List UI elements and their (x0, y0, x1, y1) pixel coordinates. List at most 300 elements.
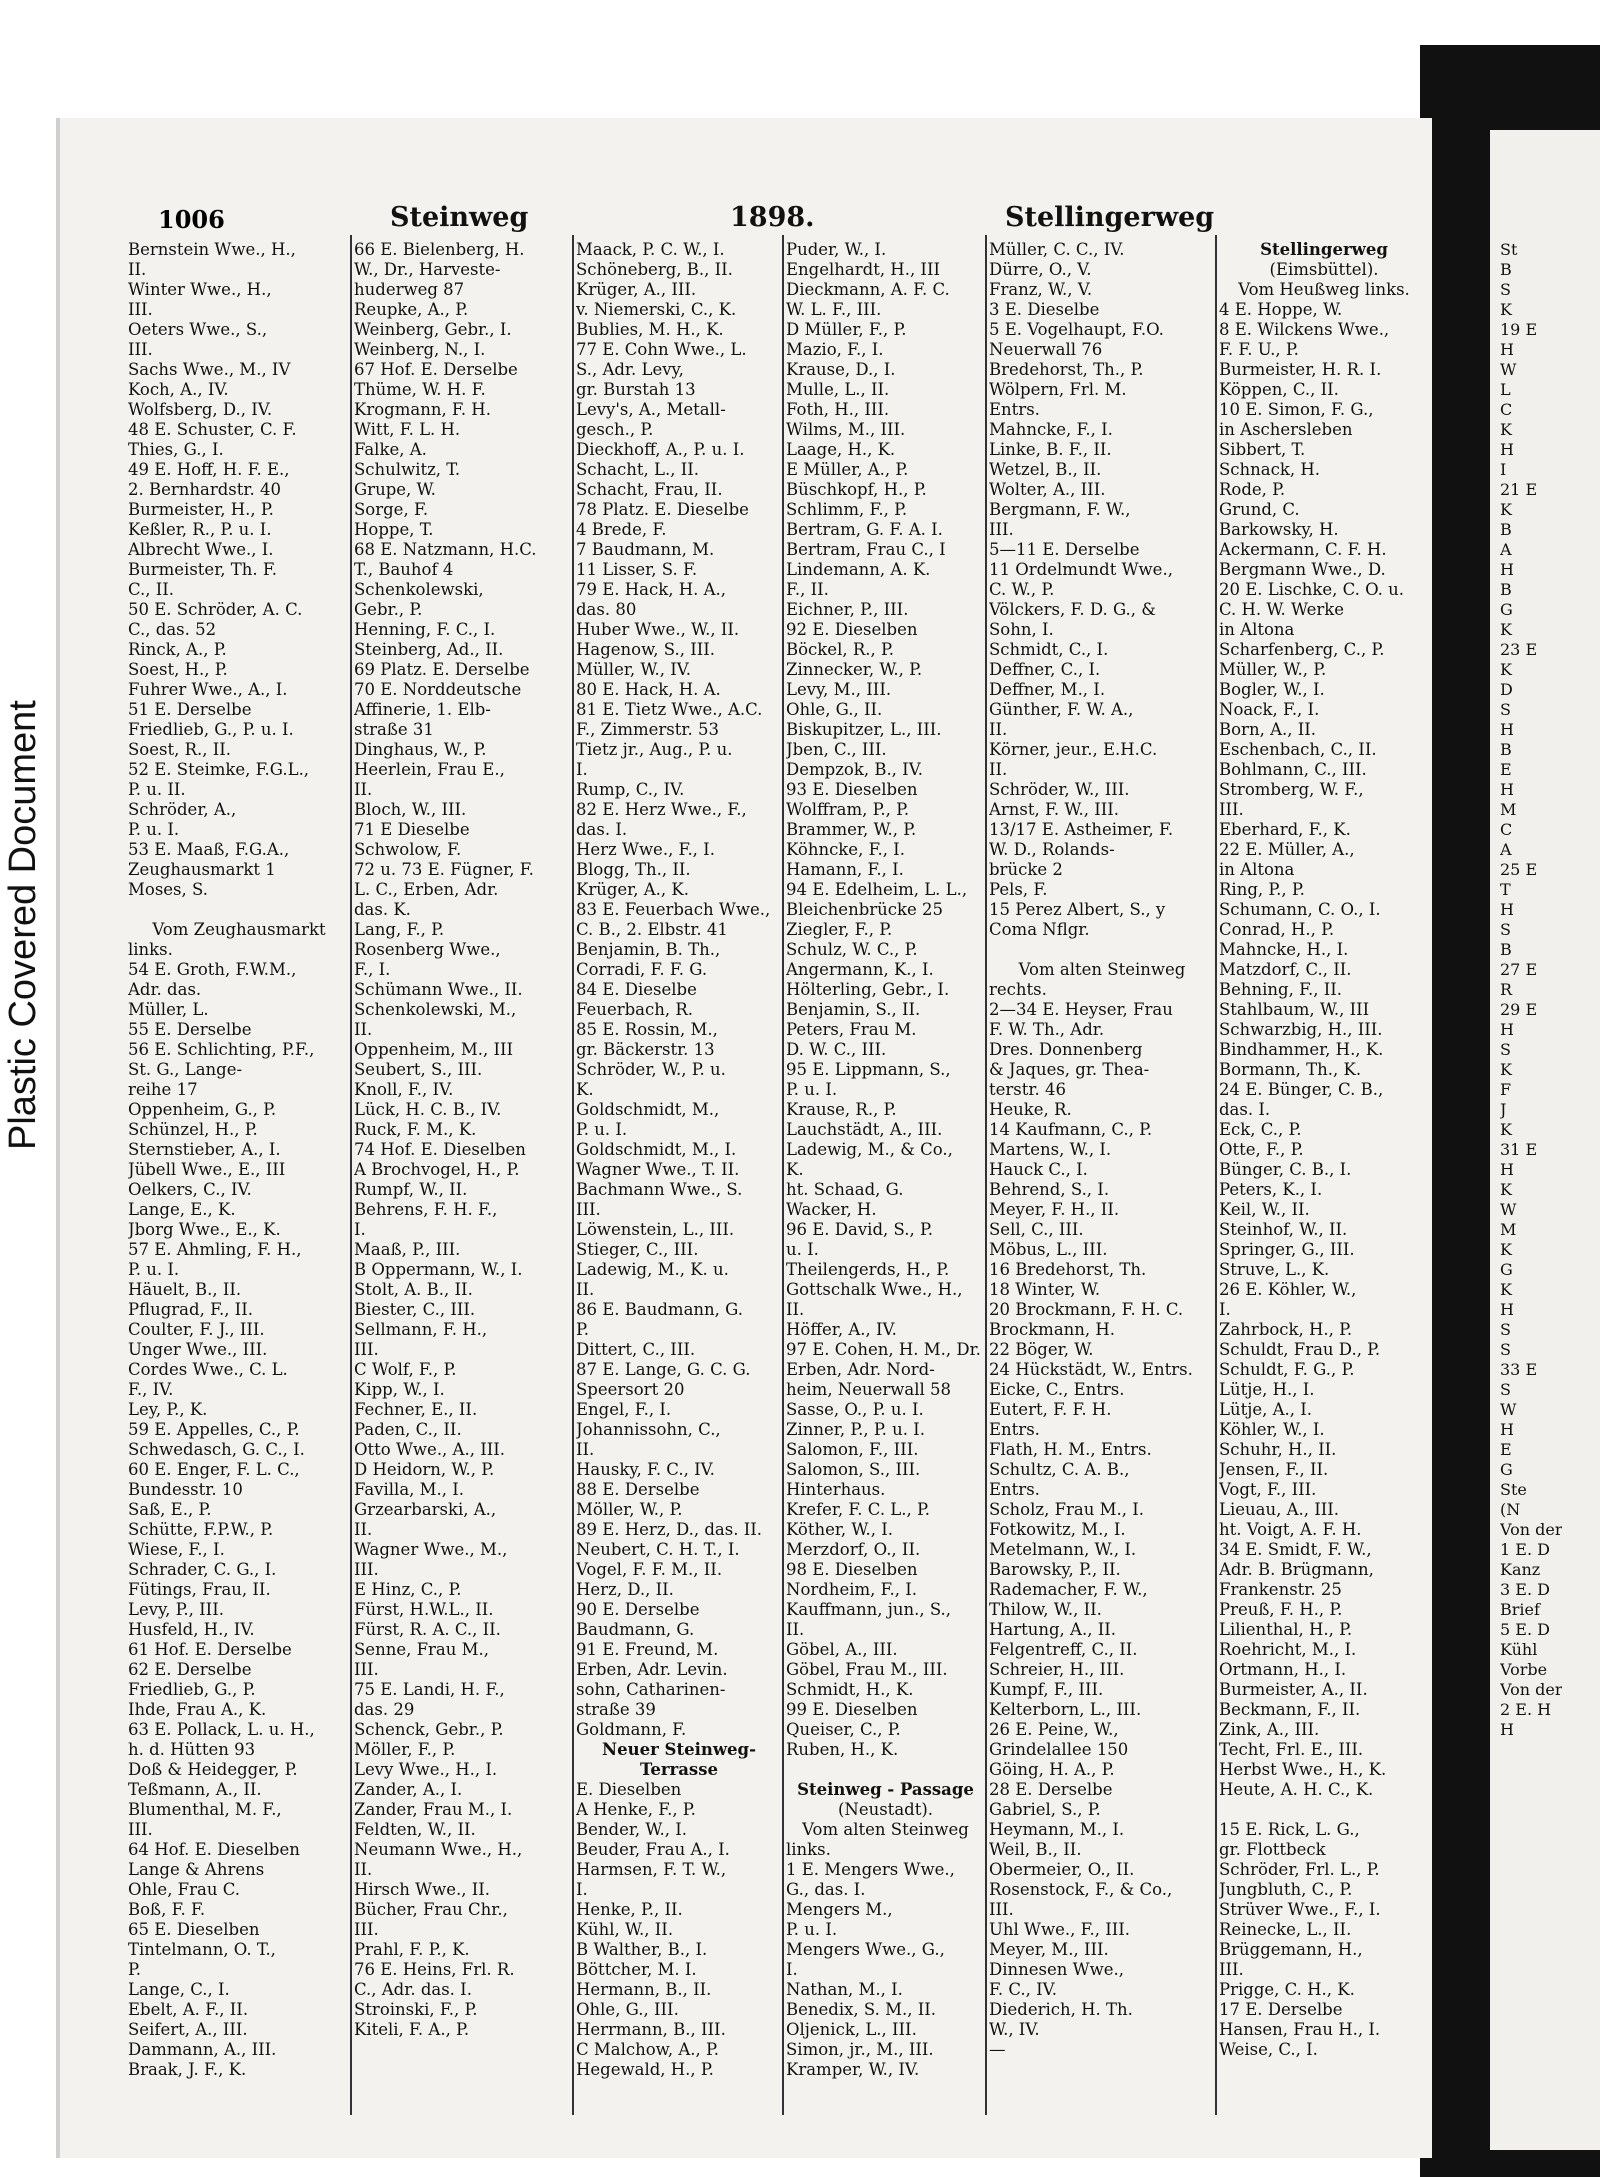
directory-line: Schulwitz, T. (354, 460, 461, 479)
directory-line: Sorge, F. (354, 500, 429, 519)
directory-line: Wetzel, B., II. (989, 460, 1102, 479)
directory-line: C. H. W. Werke (1219, 600, 1344, 619)
next-page-line: S (1500, 1040, 1511, 1059)
directory-line: Soest, H., P. (128, 660, 228, 679)
directory-line: Grupe, W. (354, 480, 436, 499)
directory-line: 16 Bredehorst, Th. (989, 1260, 1147, 1279)
directory-line: Rump, C., IV. (576, 780, 685, 799)
directory-line: Mahncke, H., I. (1219, 940, 1349, 959)
directory-line: Keßler, R., P. u. I. (128, 520, 272, 539)
directory-line: Bertram, G. F. A. I. (786, 520, 943, 539)
directory-line: Schwolow, F. (354, 840, 462, 859)
directory-line: 8 E. Wilckens Wwe., (1219, 320, 1390, 339)
directory-line: Martens, W., I. (989, 1140, 1112, 1159)
directory-line: Wolfsberg, D., IV. (128, 400, 273, 419)
directory-line: Meyer, F. H., II. (989, 1200, 1120, 1219)
directory-line: Neubert, C. H. T., I. (576, 1540, 740, 1559)
directory-line: Zahrbock, H., P. (1219, 1320, 1353, 1339)
directory-line: 49 E. Hoff, H. F. E., (128, 460, 290, 479)
directory-line: Lütje, A., I. (1219, 1400, 1312, 1419)
directory-line: Herz, D., II. (576, 1580, 674, 1599)
directory-line: Bloch, W., III. (354, 800, 467, 819)
directory-line: Grzearbarski, A., (354, 1500, 497, 1519)
directory-line: Seifert, A., III. (128, 2020, 248, 2039)
directory-line: I. (576, 760, 588, 779)
directory-line: Rademacher, F. W., (989, 1580, 1148, 1599)
directory-line: Köther, W., I. (786, 1520, 893, 1539)
directory-line: Höffer, A., IV. (786, 1320, 897, 1339)
directory-line: P. (128, 1960, 142, 1979)
directory-line: L. C., Erben, Adr. (354, 880, 499, 899)
directory-line: 90 E. Derselbe (576, 1600, 700, 1619)
directory-line: 67 Hof. E. Derselbe (354, 360, 518, 379)
directory-line: Ziegler, F., P. (786, 920, 893, 939)
next-page-line: M (1500, 800, 1517, 819)
next-page-line: W (1500, 1400, 1517, 1419)
next-page-line: W (1500, 360, 1517, 379)
directory-column-5 (989, 240, 1215, 2060)
directory-line: C., Adr. das. I. (354, 1980, 472, 1999)
directory-line: Eicke, C., Entrs. (989, 1380, 1125, 1399)
directory-line: Kramper, W., IV. (786, 2060, 920, 2079)
directory-line: Laage, H., K. (786, 440, 896, 459)
directory-line: Bünger, C. B., I. (1219, 1160, 1352, 1179)
next-page-line: 31 E (1500, 1140, 1538, 1159)
directory-line: 99 E. Dieselben (786, 1700, 918, 1719)
directory-line: ht. Schaad, G. (786, 1180, 904, 1199)
directory-line: Ihde, Frau A., K. (128, 1700, 267, 1719)
directory-line: III. (989, 1900, 1014, 1919)
directory-line: Huber Wwe., W., II. (576, 620, 740, 639)
directory-line: 97 E. Cohen, H. M., Dr. (786, 1340, 981, 1359)
directory-line: Schuldt, F. G., P. (1219, 1360, 1355, 1379)
directory-line: Lütje, H., I. (1219, 1380, 1315, 1399)
directory-line: Henke, P., II. (576, 1900, 683, 1919)
next-page-line: J (1500, 1100, 1507, 1119)
directory-line: Göbel, A., III. (786, 1640, 898, 1659)
directory-line: Schuhr, H., II. (1219, 1440, 1337, 1459)
next-page-line: R (1500, 980, 1513, 999)
directory-line: das. 29 (354, 1700, 415, 1719)
right-street-title: Stellingerweg (1005, 202, 1215, 233)
directory-line: F., I. (354, 960, 391, 979)
directory-line: links. (128, 940, 173, 959)
page-header (155, 202, 1415, 242)
directory-line: 85 E. Rossin, M., (576, 1020, 718, 1039)
directory-line: F., IV. (128, 1380, 174, 1399)
directory-line: Dinghaus, W., P. (354, 740, 487, 759)
directory-line: (Neustadt). (837, 1800, 934, 1819)
directory-line: das. K. (354, 900, 411, 919)
directory-line: Lauchstädt, A., III. (786, 1120, 943, 1139)
next-page-line: 27 E (1500, 960, 1538, 979)
directory-line: P. u. I. (576, 1120, 628, 1139)
directory-line: Reinecke, L., II. (1219, 1920, 1352, 1939)
directory-line: Brüggemann, H., (1219, 1940, 1363, 1959)
directory-line: I. (576, 1880, 588, 1899)
directory-line: III. (354, 1560, 379, 1579)
next-page-line: 21 E (1500, 480, 1538, 499)
directory-line: Noack, F., I. (1219, 700, 1320, 719)
directory-line: Prahl, F. P., K. (354, 1940, 470, 1959)
directory-line: Biskupitzer, L., III. (786, 720, 942, 739)
directory-line: Schünzel, H., P. (128, 1120, 258, 1139)
directory-line: Puder, W., I. (786, 240, 887, 259)
directory-line: 83 E. Feuerbach Wwe., (576, 900, 771, 919)
directory-line: P. u. I. (786, 1920, 838, 1939)
directory-line: Springer, G., III. (1219, 1240, 1355, 1259)
directory-line: Thilow, W., II. (989, 1600, 1102, 1619)
next-page-line: H (1500, 340, 1514, 359)
directory-line: Lindemann, A. K. (786, 560, 931, 579)
directory-line: Fotkowitz, M., I. (989, 1520, 1126, 1539)
directory-line: III. (576, 1200, 601, 1219)
directory-line: Hansen, Frau H., I. (1219, 2020, 1381, 2039)
directory-line: Entrs. (989, 1420, 1040, 1439)
directory-line: 53 E. Maaß, F.G.A., (128, 840, 290, 859)
directory-line: Ring, P., P. (1219, 880, 1305, 899)
directory-line: II. (989, 720, 1008, 739)
directory-line: Dieckhoff, A., P. u. I. (576, 440, 745, 459)
directory-line: 20 E. Lischke, C. O. u. (1219, 580, 1405, 599)
next-page-line: Brief (1500, 1600, 1540, 1619)
directory-line: 63 E. Pollack, L. u. H., (128, 1720, 315, 1739)
directory-line: Schulz, W. C., P. (786, 940, 918, 959)
directory-line: Heymann, M., I. (989, 1820, 1125, 1839)
column-rule (985, 235, 987, 2115)
directory-line: 7 Baudmann, M. (576, 540, 715, 559)
directory-line: G., das. I. (786, 1880, 866, 1899)
directory-line: rechts. (989, 980, 1047, 999)
directory-line: Sasse, O., P. u. I. (786, 1400, 924, 1419)
directory-line: I. (1219, 1300, 1231, 1319)
directory-line: Beckmann, F., II. (1219, 1700, 1361, 1719)
directory-line: 79 E. Hack, H. A., (576, 580, 727, 599)
directory-line: Müller, W., IV. (576, 660, 692, 679)
directory-line: 24 E. Bünger, C. B., (1219, 1080, 1384, 1099)
directory-line: Herbst Wwe., H., K. (1219, 1760, 1387, 1779)
directory-line: Zeughausmarkt 1 (128, 860, 276, 879)
directory-line: C. W., P. (989, 580, 1055, 599)
directory-line: Ladewig, M., K. u. (576, 1260, 729, 1279)
directory-line: 20 Brockmann, F. H. C. (989, 1300, 1184, 1319)
directory-line: T., Bauhof 4 (354, 560, 454, 579)
directory-line: Harmsen, F. T. W., (576, 1860, 727, 1879)
directory-line: 5 E. Vogelhaupt, F.O. (989, 320, 1164, 339)
directory-line: Albrecht Wwe., I. (128, 540, 274, 559)
directory-line: P. u. I. (128, 820, 180, 839)
directory-line: Corradi, F. F. G. (576, 960, 708, 979)
directory-line: Dinnesen Wwe., (989, 1960, 1124, 1979)
directory-line: Schröder, Frl. L., P. (1219, 1860, 1380, 1879)
directory-line: Schenck, Gebr., P. (354, 1720, 504, 1739)
next-page-line: H (1500, 560, 1514, 579)
directory-line: Johannissohn, C., (576, 1420, 721, 1439)
directory-line: Deffner, C., I. (989, 660, 1101, 679)
directory-line: D Heidorn, W., P. (354, 1460, 495, 1479)
directory-line: 91 E. Freund, M. (576, 1640, 719, 1659)
directory-line: — (989, 2040, 1006, 2059)
directory-line: Rinck, A., P. (128, 640, 227, 659)
directory-line: Nathan, M., I. (786, 1980, 903, 1999)
directory-line: D. W. C., III. (786, 1040, 887, 1059)
directory-line: 17 E. Derselbe (1219, 2000, 1343, 2019)
directory-line: Schacht, L., II. (576, 460, 699, 479)
directory-line: Heuke, R. (989, 1100, 1072, 1119)
directory-line: terstr. 46 (989, 1080, 1066, 1099)
directory-line: 71 E Dieselbe (354, 820, 470, 839)
directory-line: Stroinski, F., P. (354, 2000, 478, 2019)
directory-line: Levy Wwe., H., I. (354, 1760, 498, 1779)
directory-line: Levy, P., III. (128, 1600, 224, 1619)
directory-line: E Hinz, C., P. (354, 1580, 462, 1599)
directory-line: P. u. I. (128, 1260, 180, 1279)
next-page-line: Vorbe (1500, 1660, 1548, 1679)
directory-line: Burmeister, H., P. (128, 500, 274, 519)
directory-line: Kauffmann, jun., S., (786, 1600, 952, 1619)
directory-line: Lange & Ahrens (128, 1860, 265, 1879)
directory-line: Diederich, H. Th. (989, 2000, 1133, 2019)
directory-line: Hoppe, T. (354, 520, 434, 539)
directory-line: Entrs. (989, 400, 1040, 419)
directory-line: Arnst, F. W., III. (989, 800, 1119, 819)
directory-line: 14 Kaufmann, C., P. (989, 1120, 1153, 1139)
next-page-line: B (1500, 580, 1512, 599)
directory-line: Neuer Steinweg- (602, 1740, 756, 1759)
directory-line: Hagenow, S., III. (576, 640, 716, 659)
directory-line: Blumenthal, M. F., (128, 1800, 282, 1819)
directory-line: Weil, B., II. (989, 1840, 1082, 1859)
directory-line: Benjamin, S., II. (786, 1000, 921, 1019)
next-page-line: F (1500, 1080, 1512, 1099)
directory-line: Burmeister, H. R. I. (1219, 360, 1382, 379)
next-page-line: K (1500, 1240, 1512, 1259)
directory-line: Goldschmidt, M., (576, 1100, 720, 1119)
directory-line: in Altona (1219, 860, 1295, 879)
directory-line: Lange, E., K. (128, 1200, 236, 1219)
directory-line: Zander, A., I. (354, 1780, 463, 1799)
directory-line: Wagner Wwe., M., (354, 1540, 508, 1559)
directory-line: Vogel, F. F. M., II. (576, 1560, 723, 1579)
next-page-line: H (1500, 1160, 1514, 1179)
directory-line: Schumann, C. O., I. (1219, 900, 1381, 919)
directory-line: 13/17 E. Astheimer, F. (989, 820, 1174, 839)
directory-line: Benjamin, B. Th., (576, 940, 721, 959)
directory-line: 51 E. Derselbe (128, 700, 252, 719)
next-page-line: 25 E (1500, 860, 1538, 879)
directory-line: Krause, R., P. (786, 1100, 897, 1119)
directory-line: Fechner, E., II. (354, 1400, 478, 1419)
directory-line: Feuerbach, R. (576, 1000, 694, 1019)
directory-line: Mazio, F., I. (786, 340, 884, 359)
directory-line: Hegewald, H., P. (576, 2060, 714, 2079)
directory-line: Born, A., II. (1219, 720, 1316, 739)
directory-line: Metelmann, W., I. (989, 1540, 1137, 1559)
next-page-line: H (1500, 780, 1514, 799)
directory-line: Lieuau, A., III. (1219, 1500, 1340, 1519)
directory-line: Struve, L., K. (1219, 1260, 1330, 1279)
directory-line: 96 E. David, S., P. (786, 1220, 933, 1239)
directory-line: II. (576, 1280, 595, 1299)
directory-line: W. D., Rolands- (989, 840, 1115, 859)
directory-line: Scholz, Frau M., I. (989, 1500, 1145, 1519)
next-page-line: Von der (1500, 1520, 1563, 1539)
directory-line: 61 Hof. E. Derselbe (128, 1640, 292, 1659)
directory-line: Dammann, A., III. (128, 2040, 277, 2059)
directory-line: F., Zimmerstr. 53 (576, 720, 719, 739)
directory-line: Thies, G., I. (128, 440, 224, 459)
directory-line: Dittert, C., III. (576, 1340, 696, 1359)
directory-line: Henning, F. C., I. (354, 620, 496, 639)
directory-line: Keil, W., II. (1219, 1200, 1310, 1219)
directory-line: Obermeier, O., II. (989, 1860, 1135, 1879)
directory-line: das. 80 (576, 600, 637, 619)
directory-line: Sell, C., III. (989, 1220, 1084, 1239)
spine-label: Plastic Covered Document (2, 700, 44, 1150)
year-title: 1898. (730, 202, 815, 233)
directory-line: 11 Lisser, S. F. (576, 560, 698, 579)
directory-line: gr. Bäckerstr. 13 (576, 1040, 715, 1059)
directory-line: 2—34 E. Heyser, Frau (989, 1000, 1173, 1019)
directory-line: K. (786, 1160, 804, 1179)
directory-line: Unger Wwe., III. (128, 1340, 268, 1359)
directory-line: Schlimm, F., P. (786, 500, 908, 519)
directory-line: Pels, F. (989, 880, 1048, 899)
directory-line: Ruben, H., K. (786, 1740, 899, 1759)
directory-line: Ohle, Frau C. (128, 1880, 241, 1899)
directory-line: 60 E. Enger, F. L. C., (128, 1460, 300, 1479)
directory-line: C. B., 2. Elbstr. 41 (576, 920, 728, 939)
directory-line: Hölterling, Gebr., I. (786, 980, 950, 999)
directory-line: 78 Platz. E. Dieselbe (576, 500, 749, 519)
directory-line: Eschenbach, C., II. (1219, 740, 1377, 759)
directory-line: II. (989, 760, 1008, 779)
next-page-line: K (1500, 1120, 1512, 1139)
directory-line: Mengers M., (786, 1900, 893, 1919)
directory-line: B Oppermann, W., I. (354, 1260, 523, 1279)
directory-line: Zink, A., III. (1219, 1720, 1320, 1739)
directory-line: Eichner, P., III. (786, 600, 909, 619)
directory-line: Friedlieb, G., P. u. I. (128, 720, 294, 739)
directory-line: Blogg, Th., II. (576, 860, 691, 879)
next-page-line: H (1500, 1020, 1514, 1039)
directory-line: Behrend, S., I. (989, 1180, 1110, 1199)
next-page-line: S (1500, 920, 1511, 939)
directory-line: Meyer, M., III. (989, 1940, 1109, 1959)
next-page-line: D (1500, 680, 1513, 699)
directory-line: Krüger, A., III. (576, 280, 697, 299)
next-page-line: Von der (1500, 1680, 1563, 1699)
directory-line: v. Niemerski, C., K. (576, 300, 737, 319)
directory-line: Ladewig, M., & Co., (786, 1140, 953, 1159)
directory-line: Neumann Wwe., H., (354, 1840, 523, 1859)
directory-line: Ohle, G., II. (786, 700, 883, 719)
next-page-line: 2 E. H (1500, 1700, 1552, 1719)
directory-line: Schwarzbig, H., III. (1219, 1020, 1383, 1039)
directory-line: Jübell Wwe., E., III (128, 1160, 286, 1179)
directory-line: gr. Flottbeck (1219, 1840, 1326, 1859)
directory-line: Häuelt, B., II. (128, 1280, 242, 1299)
directory-line: 80 E. Hack, H. A. (576, 680, 721, 699)
directory-line: Löwenstein, L., III. (576, 1220, 735, 1239)
directory-line: Bleichenbrücke 25 (786, 900, 944, 919)
directory-line: 15 Perez Albert, S., y (989, 900, 1166, 919)
directory-line: straße 39 (576, 1700, 656, 1719)
directory-line: Wilms, M., III. (786, 420, 906, 439)
directory-line: Frankenstr. 25 (1219, 1580, 1342, 1599)
directory-line: F. F. U., P. (1219, 340, 1299, 359)
directory-line: Burmeister, A., II. (1219, 1680, 1368, 1699)
directory-line: Möller, W., P. (576, 1500, 683, 1519)
directory-line: 82 E. Herz Wwe., F., (576, 800, 747, 819)
directory-line: P. u. II. (128, 780, 186, 799)
directory-line: 1 E. Mengers Wwe., (786, 1860, 955, 1879)
directory-line: heim, Neuerwall 58 (786, 1380, 952, 1399)
directory-line: Zinnecker, W., P. (786, 660, 923, 679)
directory-line: III. (128, 340, 153, 359)
directory-line: Ebelt, A. F., II. (128, 2000, 249, 2019)
directory-line: Göing, H. A., P. (989, 1760, 1115, 1779)
directory-line: Scharfenberg, C., P. (1219, 640, 1385, 659)
directory-line: Zinner, P., P. u. I. (786, 1420, 925, 1439)
directory-line: III. (354, 1920, 379, 1939)
directory-line: Steinberg, Ad., II. (354, 640, 504, 659)
directory-line: Schreier, H., III. (989, 1660, 1125, 1679)
directory-line: Barkowsky, H. (1219, 520, 1339, 539)
directory-line: Ortmann, H., I. (1219, 1660, 1347, 1679)
directory-line: 2. Bernhardstr. 40 (128, 480, 281, 499)
directory-line: Vogt, F., III. (1219, 1480, 1317, 1499)
directory-line: Brockmann, H. (989, 1320, 1116, 1339)
directory-line: Stromberg, W. F., (1219, 780, 1364, 799)
directory-line: Bertram, Frau C., I (786, 540, 946, 559)
directory-line: Sibbert, T. (1219, 440, 1306, 459)
directory-line: Burmeister, Th. F. (128, 560, 277, 579)
directory-line: Sellmann, F. H., (354, 1320, 488, 1339)
next-page-line: 3 E. D (1500, 1580, 1550, 1599)
directory-line: Krefer, F. C. L., P. (786, 1500, 931, 1519)
directory-line: 52 E. Steimke, F.G.L., (128, 760, 310, 779)
directory-line: 95 E. Lippmann, S., (786, 1060, 951, 1079)
directory-line: Oelkers, C., IV. (128, 1180, 252, 1199)
directory-line: Schröder, W., P. u. (576, 1060, 726, 1079)
directory-line: Eutert, F. F. H. (989, 1400, 1112, 1419)
directory-line: Oppenheim, G., P. (128, 1100, 277, 1119)
directory-line: Dres. Donnenberg (989, 1040, 1143, 1059)
directory-line: Köhncke, F., I. (786, 840, 905, 859)
directory-line: Schröder, W., III. (989, 780, 1130, 799)
directory-line: III. (989, 520, 1014, 539)
next-page-line: 1 E. D (1500, 1540, 1550, 1559)
directory-line: II. (786, 1620, 805, 1639)
directory-line: Maack, P. C. W., I. (576, 240, 725, 259)
directory-line: Boß, F. F. (128, 1900, 206, 1919)
directory-line: Vom alten Steinweg (802, 1820, 969, 1839)
directory-line: Paden, C., II. (354, 1420, 462, 1439)
column-rule (782, 235, 784, 2115)
directory-line: Simon, jr., M., III. (786, 2040, 934, 2059)
next-page-line: W (1500, 1200, 1517, 1219)
directory-line: II. (354, 1020, 373, 1039)
directory-line: Schuldt, Frau D., P. (1219, 1340, 1381, 1359)
directory-line: Levy's, A., Metall- (576, 400, 726, 419)
directory-line: Koch, A., IV. (128, 380, 229, 399)
next-page-line: B (1500, 740, 1512, 759)
directory-line: Senne, Frau M., (354, 1640, 490, 1659)
directory-line: Müller, W., P. (1219, 660, 1327, 679)
directory-line: Hauck C., I. (989, 1160, 1088, 1179)
directory-line: 54 E. Groth, F.W.M., (128, 960, 297, 979)
